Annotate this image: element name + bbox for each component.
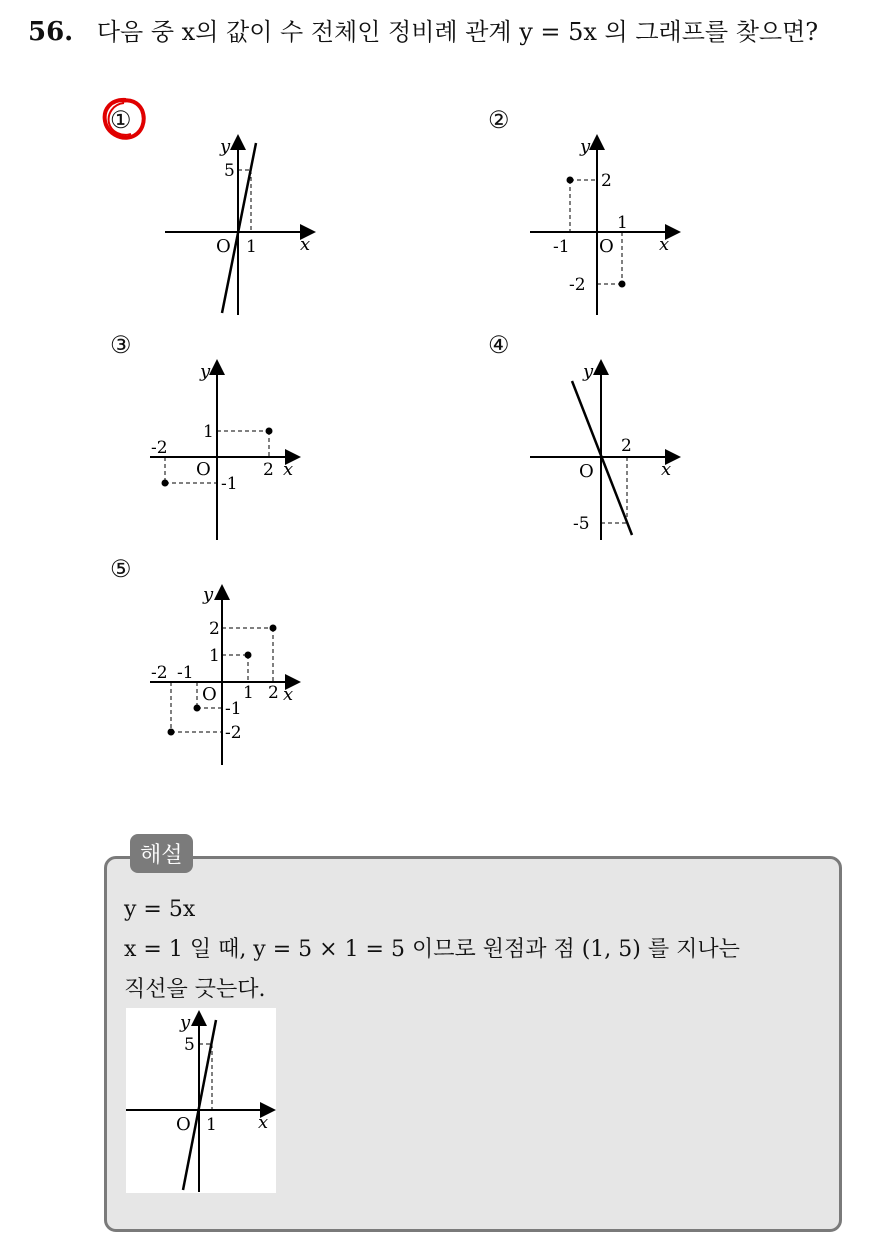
x-label: x [661,459,672,480]
origin-label: O [216,236,231,257]
y-label: y [583,361,594,382]
choice-3-graph [145,355,310,545]
solution-tag: 해설 [130,834,193,873]
choice-2-marker: ② [488,106,510,134]
tick-label: 2 [621,436,632,456]
choice-4-graph [525,355,690,545]
choice-2-graph [525,130,690,320]
tick-label: -5 [573,514,590,534]
tick-label: 5 [224,161,235,181]
x-label: x [283,459,294,480]
origin-label: O [579,461,594,482]
y-label: y [580,136,591,157]
question-text: 다음 중 x의 값이 수 전체인 정비례 관계 y = 5x 의 그래프를 찾으면? [96,18,819,46]
solution-line-3: 직선을 긋는다. [124,977,266,1002]
x-label: x [300,234,311,255]
tick-label: 1 [206,1115,217,1135]
tick-label: 1 [246,237,257,257]
solution-line-2: x = 1 일 때, y = 5 × 1 = 5 이므로 원점과 점 (1, 5) 를 지나는 [124,937,740,962]
solution-graph-svg [126,1008,276,1193]
solution-line-1: y = 5x [124,897,196,922]
tick-label: -1 [177,663,194,683]
x-label: x [283,684,294,705]
tick-label: 2 [601,171,612,191]
tick-label: -2 [225,723,242,743]
tick-label: -2 [151,663,168,683]
x-label: x [258,1112,269,1133]
choice-3-marker: ③ [110,331,132,359]
solution-graph [126,1008,276,1193]
tick-label: 1 [209,646,220,666]
x-label: x [659,234,670,255]
origin-label: O [176,1114,191,1135]
y-label: y [220,136,231,157]
y-label: y [180,1012,191,1033]
y-label: y [200,361,211,382]
tick-label: 1 [243,683,254,703]
choice-1-marker: ① [110,106,132,134]
question-number: 56. [28,17,74,47]
origin-label: O [599,236,614,257]
tick-label: -1 [221,474,238,494]
origin-label: O [202,684,217,705]
tick-label: 2 [209,619,220,639]
origin-label: O [196,459,211,480]
tick-label: -1 [225,699,242,719]
choice-5-graph [145,580,310,770]
tick-label: 5 [184,1035,195,1055]
tick-label: 2 [268,683,279,703]
tick-label: -1 [553,237,570,257]
choice-1-graph [160,130,320,320]
y-label: y [203,584,214,605]
tick-label: 1 [617,213,628,233]
choice-4-marker: ④ [488,331,510,359]
question-header [28,12,818,47]
tick-label: -2 [569,275,586,295]
tick-label: 1 [203,422,214,442]
tick-label: -2 [151,438,168,458]
solution-text [124,890,824,1010]
tick-label: 2 [263,460,274,480]
choice-5-marker: ⑤ [110,555,132,583]
